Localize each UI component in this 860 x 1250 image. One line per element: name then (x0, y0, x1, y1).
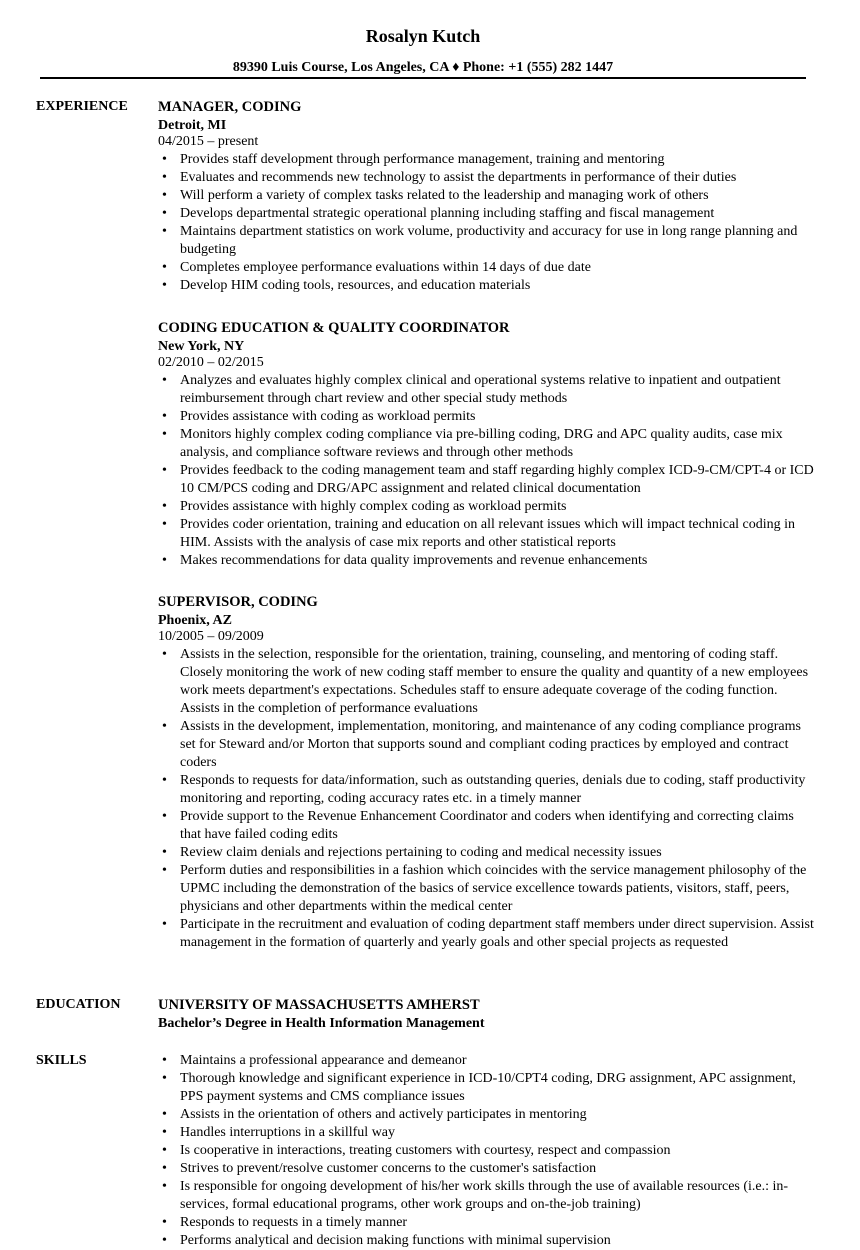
list-item: • Assists in the orientation of others and actively participates in mentoring (158, 1106, 818, 1124)
job-dates: 02/2010 – 02/2015 (158, 355, 264, 370)
job-location: New York, NY (158, 339, 245, 354)
job-entry (158, 319, 818, 570)
job-location: Detroit, MI (158, 118, 227, 133)
list-item: • Provides staff development through performance management, training and mentoring (158, 151, 818, 169)
list-item: • Perform duties and responsibilities in a fashion which coincides with the service management philosophy of the UPMC including the demonstration of the basics of service excellence towards patients, visitors, staff, peers, physicians and other departments within the medical center (158, 862, 818, 916)
list-item: • Responds to requests for data/information, such as outstanding queries, denials due to coding, staff productivity monitoring and reporting, coding accuracy rates etc. in a timely manner (158, 772, 818, 808)
skills-list (158, 1052, 818, 1250)
list-item: • Is responsible for ongoing development of his/her work skills through the use of available resources (i.e.: in-services, formal educational programs, other work groups and on-the-job training) (158, 1178, 818, 1214)
job-title: MANAGER, CODING (158, 99, 302, 115)
list-item: • Completes employee performance evaluations within 14 days of due date (158, 259, 818, 277)
list-item: • Maintains a professional appearance and demeanor (158, 1052, 818, 1070)
list-item: • Participate in the recruitment and evaluation of coding department staff members under direct supervision. Assist management in the formation of quarterly and yearly goals and other special projects as requested (158, 916, 818, 952)
list-item: • Assists in the development, implementation, monitoring, and maintenance of any coding compliance programs set for Steward and/or Morton that supports sound and compliant coding practices by employed and contract coders (158, 718, 818, 772)
experience-label: EXPERIENCE (36, 99, 128, 114)
job-entry (158, 593, 818, 952)
job-bullets (158, 151, 818, 295)
list-item: • Maintains department statistics on work volume, productivity and accuracy for use in long range planning and budgeting (158, 223, 818, 259)
contact-line: 89390 Luis Course, Los Angeles, CA ♦ Phone: +1 (555) 282 1447 (232, 60, 614, 75)
list-item: • Will perform a variety of complex tasks related to the leadership and managing work of others (158, 187, 818, 205)
list-item: • Provide support to the Revenue Enhancement Coordinator and coders when identifying and correcting claims that have failed coding edits (158, 808, 818, 844)
education-label: EDUCATION (36, 997, 121, 1012)
list-item: • Performs analytical and decision making functions with minimal supervision (158, 1232, 818, 1250)
list-item: • Evaluates and recommends new technology to assist the departments in performance of their duties (158, 169, 818, 187)
job-location: Phoenix, AZ (158, 613, 232, 628)
list-item: • Provides feedback to the coding management team and staff regarding highly complex ICD-9-CM/CPT-4 or ICD 10 CM/PCS coding and DRG/APC assignment and related clinical documentation (158, 462, 818, 498)
list-item: • Provides assistance with coding as workload permits (158, 408, 818, 426)
list-item: • Is cooperative in interactions, treating customers with courtesy, respect and compassion (158, 1142, 818, 1160)
list-item: • Develops departmental strategic operational planning including staffing and fiscal management (158, 205, 818, 223)
list-item: • Develop HIM coding tools, resources, and education materials (158, 277, 818, 295)
candidate-name: Rosalyn Kutch (365, 26, 481, 46)
job-bullets (158, 372, 818, 570)
job-title: CODING EDUCATION & QUALITY COORDINATOR (158, 320, 510, 336)
list-item: • Responds to requests in a timely manner (158, 1214, 818, 1232)
job-dates: 10/2005 – 09/2009 (158, 629, 264, 644)
list-item: • Provides coder orientation, training and education on all relevant issues which will impact technical coding in HIM. Assists with the analysis of case mix reports and other statistical reports (158, 516, 818, 552)
list-item: • Provides assistance with highly complex coding as workload permits (158, 498, 818, 516)
education-entry (158, 996, 818, 1033)
job-bullets (158, 646, 818, 952)
job-title: SUPERVISOR, CODING (158, 594, 318, 610)
list-item: • Strives to prevent/resolve customer concerns to the customer's satisfaction (158, 1160, 818, 1178)
list-item: • Review claim denials and rejections pertaining to coding and medical necessity issues (158, 844, 818, 862)
job-dates: 04/2015 – present (158, 134, 259, 149)
list-item: • Makes recommendations for data quality improvements and revenue enhancements (158, 552, 818, 570)
degree-name: Bachelor’s Degree in Health Information Management (158, 1016, 485, 1031)
list-item: • Thorough knowledge and significant experience in ICD-10/CPT4 coding, DRG assignment, APC assignment, PPS payment systems and CMS compliance issues (158, 1070, 818, 1106)
school-name: UNIVERSITY OF MASSACHUSETTS AMHERST (158, 997, 480, 1013)
list-item: • Analyzes and evaluates highly complex clinical and operational systems relative to inpatient and outpatient reimbursement through chart review and other special study methods (158, 372, 818, 408)
list-item: • Monitors highly complex coding compliance via pre-billing coding, DRG and APC quality audits, case mix analysis, and compliance software reviews and through other methods (158, 426, 818, 462)
job-entry (158, 98, 818, 295)
list-item: • Assists in the selection, responsible for the orientation, training, counseling, and mentoring of coding staff. Closely monitoring the work of new coding staff member to ensure the quality and quantity of a new employees work meets department's expectations. Schedules staff to ensure adequate coverage of the coding function. Assists in the completion of performance evaluations (158, 646, 818, 718)
skills-entry (158, 1052, 818, 1250)
skills-label: SKILLS (36, 1053, 87, 1068)
list-item: • Handles interruptions in a skillful way (158, 1124, 818, 1142)
header-divider (40, 77, 806, 79)
